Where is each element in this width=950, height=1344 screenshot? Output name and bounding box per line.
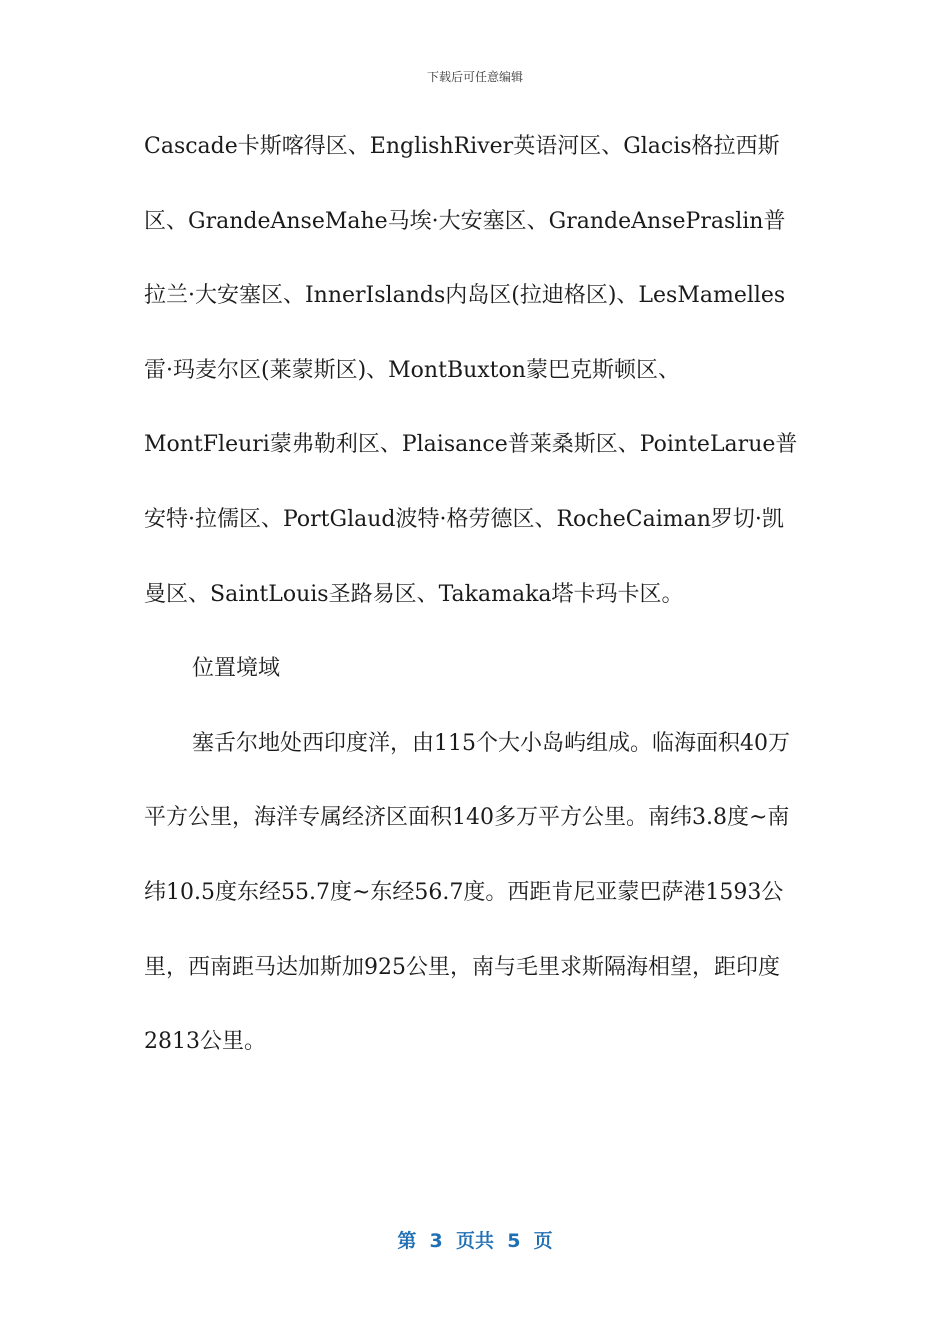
document-body — [144, 110, 804, 1080]
location-paragraph: 塞舌尔地处西印度洋，由115个大小岛屿组成。临海面积40万平方公里，海洋专属经济区面积140多万平方公里。南纬3.8度~南纬10.5度东经55.7度~东经56.7度。西距肯尼亚蒙巴萨港1593公里，西南距马达加斯加925公里，南与毛里求斯隔海相望，距印度2813公里。 — [144, 730, 790, 1055]
header-note: 下载后可任意编辑 — [426, 70, 523, 84]
district-list-paragraph: Cascade卡斯喀得区、EnglishRiver英语河区、Glacis格拉西斯区、GrandeAnseMahe马埃·大安塞区、GrandeAnsePraslin普拉兰·大安塞区、InnerIslands内岛区(拉迪格区)、LesMamelles雷·玛麦尔区(莱蒙斯区)、MontBuxton蒙巴克斯顿区、MontFleuri蒙弗勒利区、Plaisance普莱桑斯区、PointeLarue普安特·拉儒区、PortGlaud波特·格劳德区、RocheCaiman罗切·凯曼区、SaintLouis圣路易区、Takamaka塔卡玛卡区。 — [144, 134, 798, 607]
page-number-footer: 第 3 页共 5 页 — [397, 1230, 553, 1252]
section-heading: 位置境域 — [192, 656, 281, 682]
